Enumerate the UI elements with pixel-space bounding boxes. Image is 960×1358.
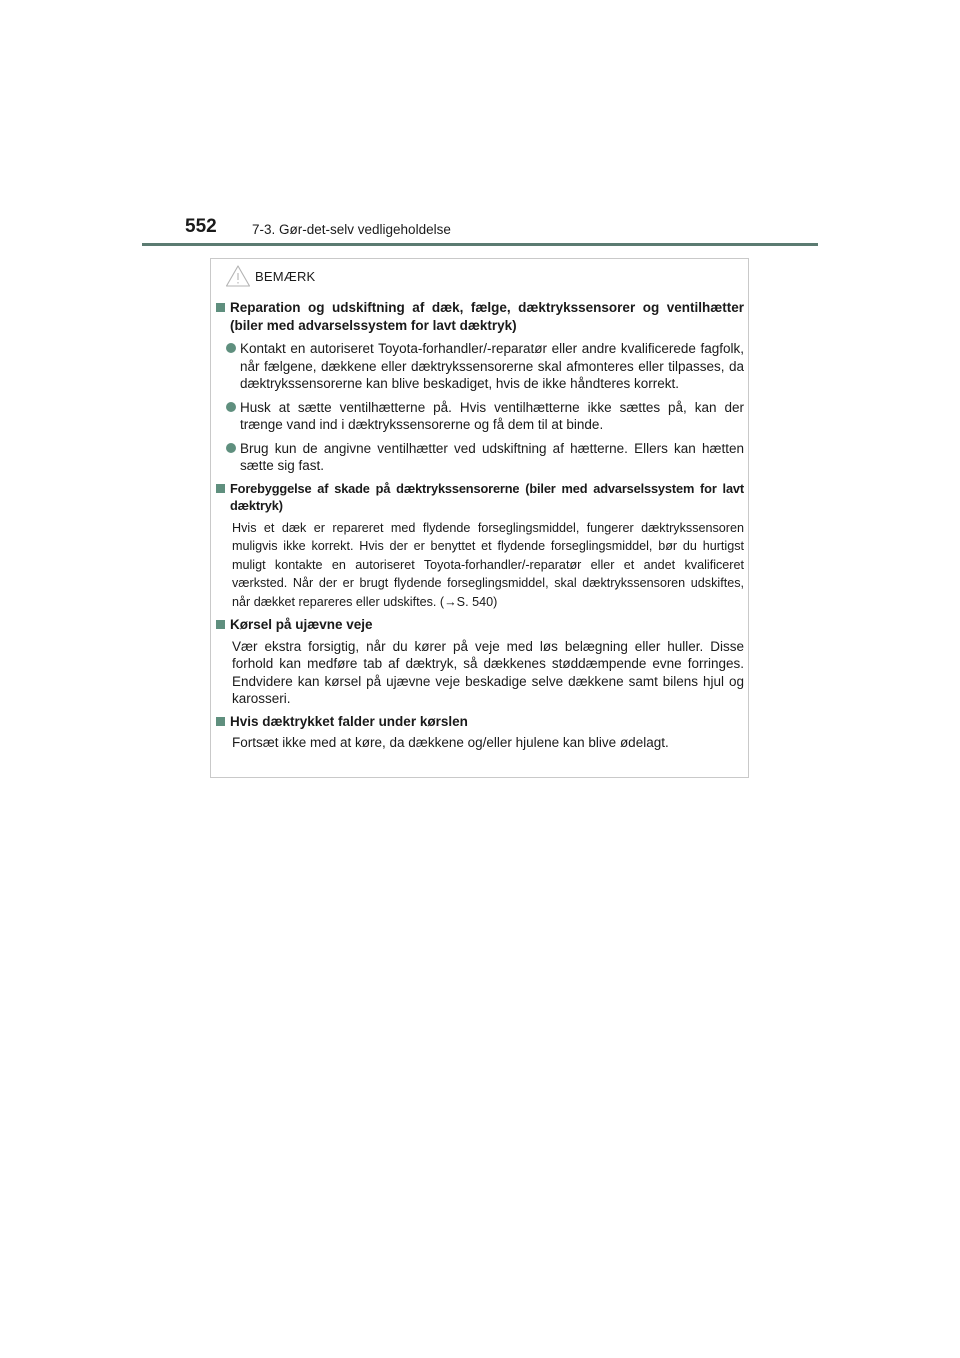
section-heading: [216, 616, 744, 634]
section-title: 7-3. Gør-det-selv vedligeholdelse: [252, 222, 451, 237]
square-bullet-icon: [216, 620, 225, 629]
list-item: [216, 440, 744, 475]
section-tire-repair: [216, 299, 744, 475]
section-heading-text: Hvis dæktrykket falder under kørslen: [230, 713, 468, 729]
page-header: [185, 216, 825, 246]
header-divider: [142, 243, 818, 246]
list-item: [216, 399, 744, 434]
section-heading-text: Reparation og udskiftning af dæk, fælge, dæktrykssensorer og ventilhætter (biler med advarselssystem for lavt dæktryk): [230, 300, 744, 333]
list-item: [216, 340, 744, 393]
section-rough-roads: [216, 616, 744, 708]
section-heading-text: Forebyggelse af skade på dæktrykssensorerne (biler med advarselssystem for lavt dæktryk): [230, 480, 744, 513]
note-header: [225, 262, 315, 290]
list-item-text: Husk at sætte ventilhætterne på. Hvis ventilhætterne ikke sættes på, kan der trænge vand ind i dæktrykssensorerne og få dem til at binde.: [240, 399, 744, 432]
section-heading: [216, 713, 744, 731]
square-bullet-icon: [216, 717, 225, 726]
list-item-text: Brug kun de angivne ventilhætter ved udskiftning af hætterne. Ellers kan hætten sætte sig fast.: [240, 440, 744, 473]
circle-bullet-icon: [226, 443, 236, 453]
section-sensor-damage: [216, 480, 744, 612]
section-paragraph: Vær ekstra forsigtig, når du kører på veje med løs belægning eller huller. Disse forhold kan medføre tab af dæktryk, så dækkenes støddæmpende evne forringes. Endvidere kan kørsel på ujævne veje beskadige selve dækkene samt bilens hjul og karosseri.: [232, 638, 744, 706]
section-paragraph: Fortsæt ikke med at køre, da dækkene og/eller hjulene kan blive ødelagt.: [232, 735, 669, 750]
circle-bullet-icon: [226, 402, 236, 412]
section-pressure-drop: [216, 713, 744, 752]
section-heading: [216, 480, 744, 515]
note-label: BEMÆRK: [255, 268, 316, 284]
section-heading-text: Kørsel på ujævne veje: [230, 617, 373, 632]
section-paragraph: Hvis et dæk er repareret med flydende forseglingsmiddel, fungerer dæktrykssensoren muligvis ikke korrekt. Hvis der er benyttet et flydende forseglingsmiddel, bør du hurtigst muligt kontakte en autoriseret Toyota-forhandler/-reparatør eller et andet kvalificeret værksted. Når der er brugt flydende forseglingsmiddel, skal dæktrykssensoren udskiftes, når dækket repareres eller udskiftes. (→S. 540): [232, 520, 744, 609]
note-box: [210, 258, 749, 778]
warning-triangle-icon: [225, 264, 251, 288]
circle-bullet-icon: [226, 343, 236, 353]
square-bullet-icon: [216, 484, 225, 493]
page-number: 552: [185, 216, 217, 237]
section-heading: [216, 299, 744, 334]
square-bullet-icon: [216, 303, 225, 312]
list-item-text: Kontakt en autoriseret Toyota-forhandler/-reparatør eller andre kvalificerede fagfolk, når fælgene, dækkene eller dæktrykssensorerne skal afmonteres eller tilpasses, da dæktrykssensorerne kan blive beskadiget, hvis de ikke håndteres korrekt.: [240, 341, 744, 391]
note-body: [216, 299, 744, 757]
